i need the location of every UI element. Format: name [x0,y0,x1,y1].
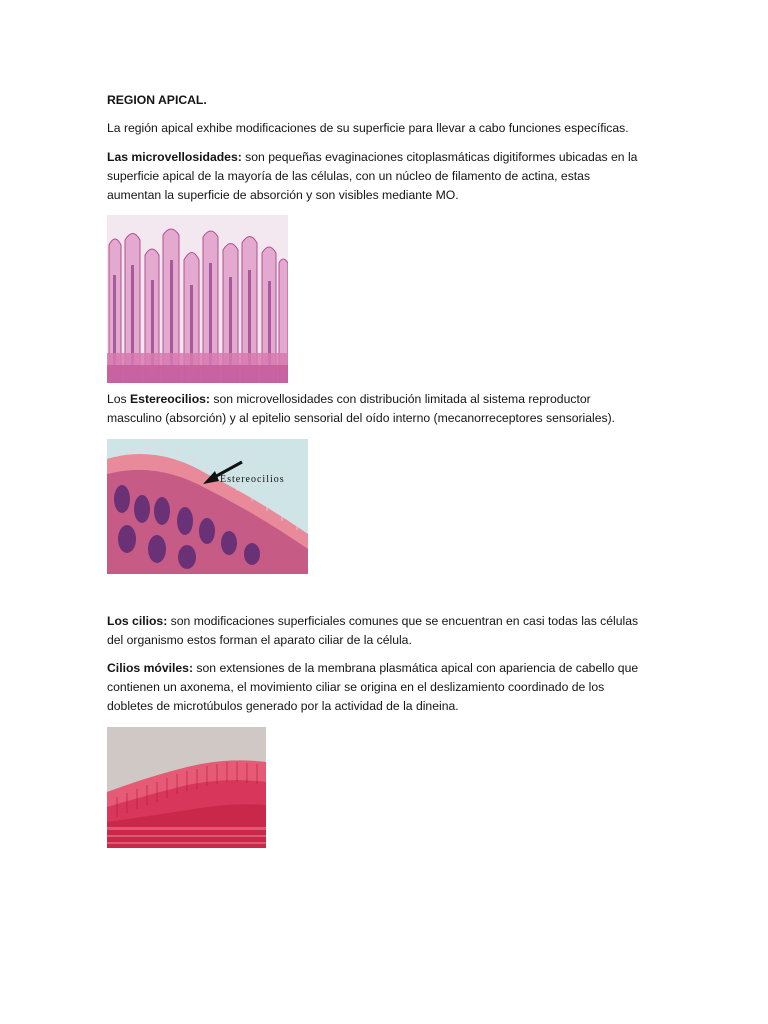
stereocilia-prefix: Los [107,392,131,406]
microvilli-term: Las microvellosidades: [107,150,242,164]
stereocilia-term: Estereocilios: [130,392,210,406]
stereocilia-paragraph [107,390,647,428]
microvilli-paragraph [107,148,647,205]
intro-text: La región apical exhibe modificaciones de su superficie para llevar a cabo funciones específicas. [107,121,629,135]
cilia-paragraph [107,612,647,650]
motile-cilia-paragraph [107,659,647,716]
microvilli-image [107,215,288,383]
motile-cilia-image [107,727,266,848]
section-heading: REGION APICAL. [107,93,207,107]
microvilli-text: son pequeñas evaginaciones citoplasmáticas digitiformes ubicadas en la superficie apical de la mayoría de las células, con un núcleo de filamento de actina, estas aumentan la superficie de absorción y son visibles mediante MO. [107,150,638,202]
stereocilia-figure-label: Estereocilios [220,474,285,485]
cilia-text: son modificaciones superficiales comunes que se encuentran en casi todas las células del organismo estos forman el aparato ciliar de la célula. [107,614,639,647]
cilia-term: Los cilios: [107,614,168,628]
stereocilia-image [107,439,308,574]
stereocilia-text: son microvellosidades con distribución limitada al sistema reproductor masculino (absorción) y al epitelio sensorial del oído interno (mecanorreceptores sensoriales). [107,392,616,425]
motile-cilia-term: Cilios móviles: [107,661,194,675]
motile-cilia-text: son extensiones de la membrana plasmática apical con apariencia de cabello que contienen un axonema, el movimiento ciliar se origina en el deslizamiento coordinado de los dobletes de microtúbulos generado por la actividad de la dineina. [107,661,639,713]
intro-paragraph [107,119,647,138]
